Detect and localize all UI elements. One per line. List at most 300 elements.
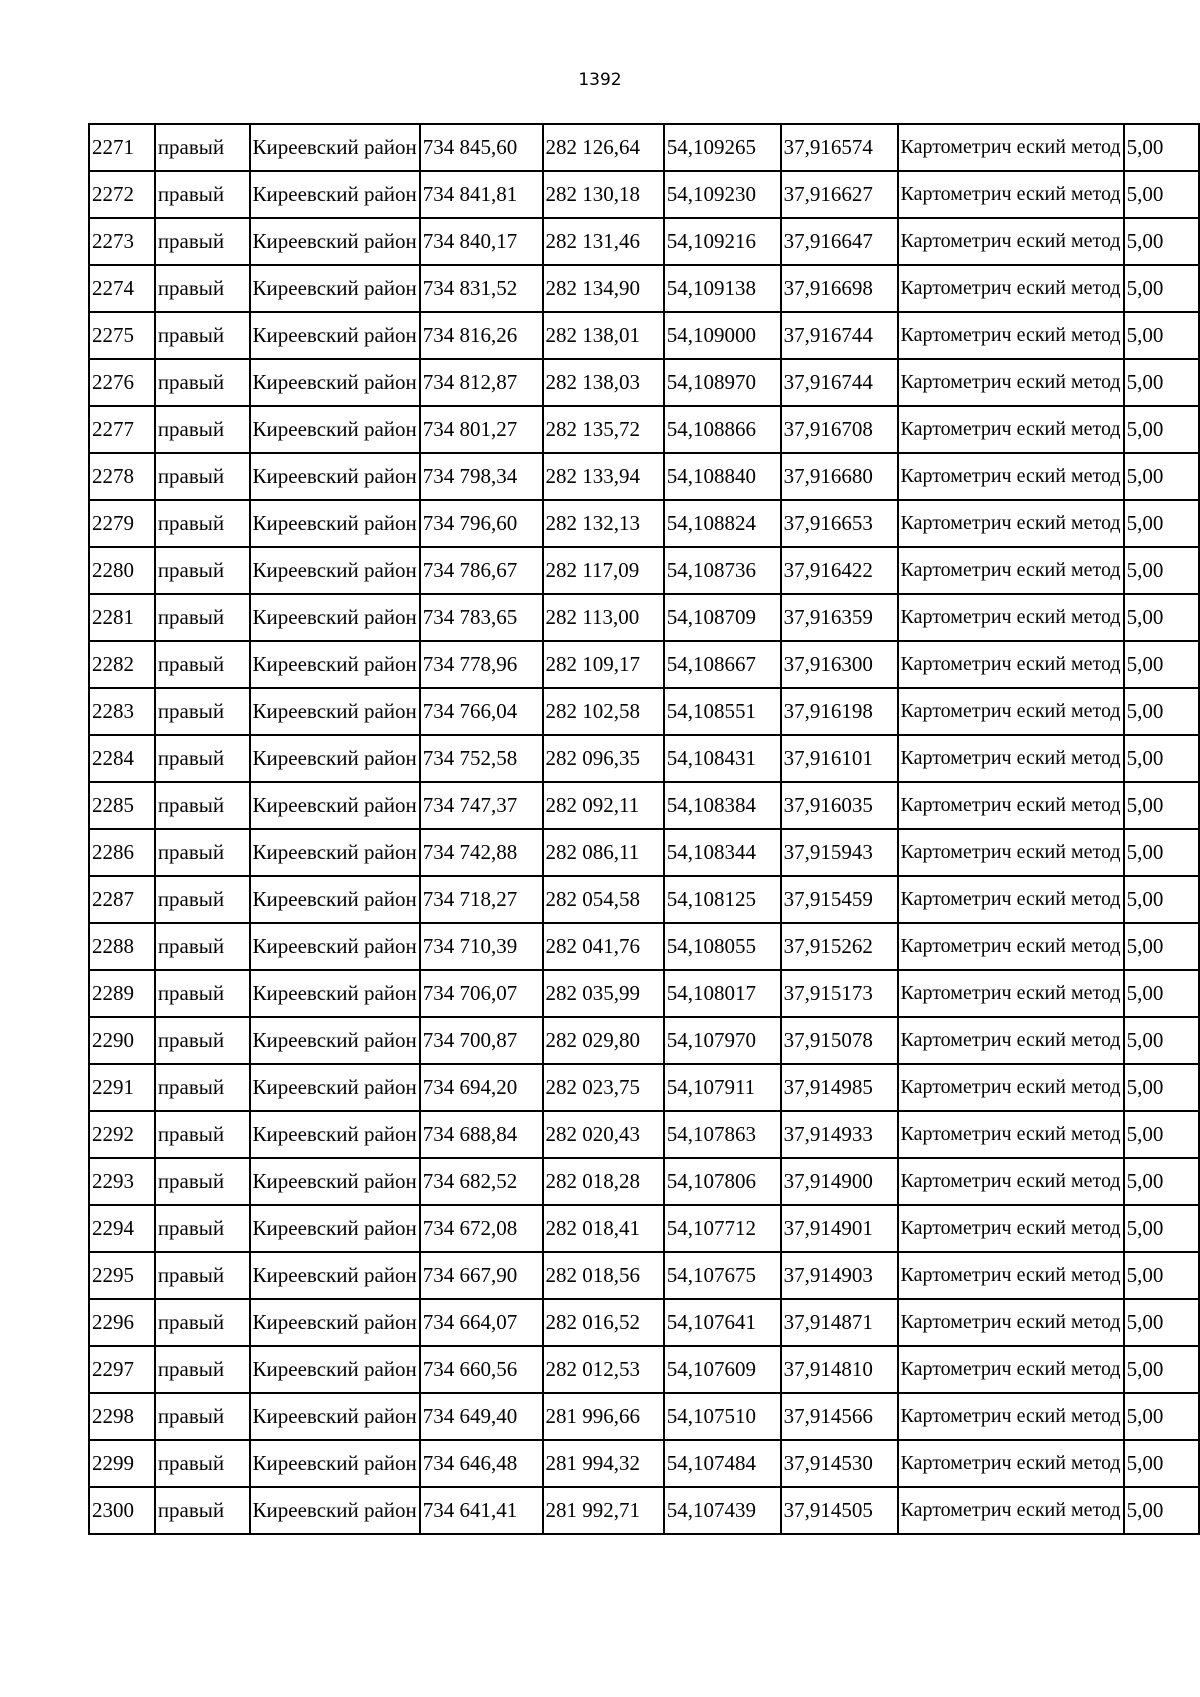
cell-coord-y: 282 054,58 xyxy=(543,876,664,923)
cell-latitude: 54,108970 xyxy=(664,359,781,406)
cell-bank-side: правый xyxy=(155,1440,250,1487)
cell-coord-x: 734 812,87 xyxy=(420,359,543,406)
table-row xyxy=(89,1299,1199,1346)
cell-coord-x: 734 801,27 xyxy=(420,406,543,453)
cell-bank-side: правый xyxy=(155,1299,250,1346)
cell-bank-side: правый xyxy=(155,406,250,453)
cell-district: Киреевский район xyxy=(250,547,420,594)
cell-method: Картометрич еский метод xyxy=(898,1252,1124,1299)
cell-point-number: 2299 xyxy=(89,1440,155,1487)
table-row xyxy=(89,1111,1199,1158)
cell-longitude: 37,916680 xyxy=(781,453,898,500)
cell-point-number: 2288 xyxy=(89,923,155,970)
cell-accuracy: 5,00 xyxy=(1124,1205,1199,1252)
cell-method: Картометрич еский метод xyxy=(898,218,1124,265)
cell-latitude: 54,108667 xyxy=(664,641,781,688)
cell-latitude: 54,107484 xyxy=(664,1440,781,1487)
cell-coord-x: 734 747,37 xyxy=(420,782,543,829)
cell-coord-x: 734 706,07 xyxy=(420,970,543,1017)
cell-coord-x: 734 688,84 xyxy=(420,1111,543,1158)
cell-coord-y: 282 138,01 xyxy=(543,312,664,359)
cell-longitude: 37,916359 xyxy=(781,594,898,641)
cell-coord-y: 282 132,13 xyxy=(543,500,664,547)
cell-district: Киреевский район xyxy=(250,1346,420,1393)
cell-accuracy: 5,00 xyxy=(1124,218,1199,265)
cell-bank-side: правый xyxy=(155,641,250,688)
cell-latitude: 54,108125 xyxy=(664,876,781,923)
cell-bank-side: правый xyxy=(155,359,250,406)
cell-coord-x: 734 840,17 xyxy=(420,218,543,265)
cell-accuracy: 5,00 xyxy=(1124,406,1199,453)
table-row xyxy=(89,641,1199,688)
cell-point-number: 2297 xyxy=(89,1346,155,1393)
cell-coord-y: 282 138,03 xyxy=(543,359,664,406)
cell-coord-y: 281 992,71 xyxy=(543,1487,664,1534)
cell-point-number: 2271 xyxy=(89,124,155,171)
cell-latitude: 54,107863 xyxy=(664,1111,781,1158)
cell-coord-x: 734 672,08 xyxy=(420,1205,543,1252)
cell-coord-y: 282 117,09 xyxy=(543,547,664,594)
cell-longitude: 37,914903 xyxy=(781,1252,898,1299)
cell-method: Картометрич еский метод xyxy=(898,876,1124,923)
cell-latitude: 54,107439 xyxy=(664,1487,781,1534)
cell-district: Киреевский район xyxy=(250,1158,420,1205)
cell-point-number: 2273 xyxy=(89,218,155,265)
table-row xyxy=(89,688,1199,735)
cell-method: Картометрич еский метод xyxy=(898,923,1124,970)
cell-longitude: 37,914530 xyxy=(781,1440,898,1487)
cell-coord-y: 282 018,28 xyxy=(543,1158,664,1205)
cell-coord-y: 282 012,53 xyxy=(543,1346,664,1393)
table-row xyxy=(89,735,1199,782)
table-row xyxy=(89,1487,1199,1534)
cell-accuracy: 5,00 xyxy=(1124,547,1199,594)
cell-accuracy: 5,00 xyxy=(1124,359,1199,406)
cell-district: Киреевский район xyxy=(250,923,420,970)
cell-method: Картометрич еский метод xyxy=(898,1017,1124,1064)
cell-district: Киреевский район xyxy=(250,829,420,876)
cell-longitude: 37,914900 xyxy=(781,1158,898,1205)
cell-latitude: 54,108736 xyxy=(664,547,781,594)
cell-coord-y: 282 041,76 xyxy=(543,923,664,970)
cell-accuracy: 5,00 xyxy=(1124,1017,1199,1064)
cell-point-number: 2293 xyxy=(89,1158,155,1205)
cell-point-number: 2277 xyxy=(89,406,155,453)
cell-latitude: 54,107911 xyxy=(664,1064,781,1111)
cell-accuracy: 5,00 xyxy=(1124,829,1199,876)
cell-district: Киреевский район xyxy=(250,594,420,641)
table-row xyxy=(89,265,1199,312)
cell-longitude: 37,914901 xyxy=(781,1205,898,1252)
cell-coord-y: 282 102,58 xyxy=(543,688,664,735)
cell-district: Киреевский район xyxy=(250,876,420,923)
cell-longitude: 37,916422 xyxy=(781,547,898,594)
cell-accuracy: 5,00 xyxy=(1124,1346,1199,1393)
cell-coord-y: 282 130,18 xyxy=(543,171,664,218)
cell-longitude: 37,914871 xyxy=(781,1299,898,1346)
cell-district: Киреевский район xyxy=(250,1487,420,1534)
cell-district: Киреевский район xyxy=(250,688,420,735)
cell-longitude: 37,915459 xyxy=(781,876,898,923)
cell-point-number: 2300 xyxy=(89,1487,155,1534)
cell-point-number: 2287 xyxy=(89,876,155,923)
cell-method: Картометрич еский метод xyxy=(898,406,1124,453)
cell-coord-y: 282 020,43 xyxy=(543,1111,664,1158)
cell-method: Картометрич еский метод xyxy=(898,171,1124,218)
cell-coord-x: 734 766,04 xyxy=(420,688,543,735)
cell-bank-side: правый xyxy=(155,547,250,594)
cell-bank-side: правый xyxy=(155,124,250,171)
table-row xyxy=(89,970,1199,1017)
page-number: 1392 xyxy=(578,70,622,90)
cell-point-number: 2292 xyxy=(89,1111,155,1158)
cell-bank-side: правый xyxy=(155,171,250,218)
cell-coord-x: 734 816,26 xyxy=(420,312,543,359)
cell-bank-side: правый xyxy=(155,970,250,1017)
cell-district: Киреевский район xyxy=(250,171,420,218)
cell-longitude: 37,914810 xyxy=(781,1346,898,1393)
cell-coord-y: 282 134,90 xyxy=(543,265,664,312)
coordinates-table xyxy=(88,123,1200,1535)
cell-coord-y: 282 135,72 xyxy=(543,406,664,453)
cell-bank-side: правый xyxy=(155,1252,250,1299)
cell-district: Киреевский район xyxy=(250,218,420,265)
cell-point-number: 2285 xyxy=(89,782,155,829)
cell-method: Картометрич еский метод xyxy=(898,829,1124,876)
cell-longitude: 37,916698 xyxy=(781,265,898,312)
cell-latitude: 54,108055 xyxy=(664,923,781,970)
cell-coord-x: 734 831,52 xyxy=(420,265,543,312)
cell-coord-y: 282 126,64 xyxy=(543,124,664,171)
cell-point-number: 2286 xyxy=(89,829,155,876)
cell-point-number: 2298 xyxy=(89,1393,155,1440)
cell-accuracy: 5,00 xyxy=(1124,265,1199,312)
cell-accuracy: 5,00 xyxy=(1124,688,1199,735)
cell-latitude: 54,107806 xyxy=(664,1158,781,1205)
cell-longitude: 37,916708 xyxy=(781,406,898,453)
table-row xyxy=(89,1440,1199,1487)
table-row xyxy=(89,1158,1199,1205)
cell-method: Картометрич еский метод xyxy=(898,1346,1124,1393)
cell-coord-y: 282 035,99 xyxy=(543,970,664,1017)
cell-latitude: 54,108709 xyxy=(664,594,781,641)
cell-accuracy: 5,00 xyxy=(1124,1393,1199,1440)
cell-point-number: 2281 xyxy=(89,594,155,641)
table-row xyxy=(89,359,1199,406)
cell-longitude: 37,915173 xyxy=(781,970,898,1017)
cell-point-number: 2296 xyxy=(89,1299,155,1346)
table-row xyxy=(89,594,1199,641)
cell-latitude: 54,108384 xyxy=(664,782,781,829)
cell-point-number: 2284 xyxy=(89,735,155,782)
cell-point-number: 2294 xyxy=(89,1205,155,1252)
cell-accuracy: 5,00 xyxy=(1124,1064,1199,1111)
cell-bank-side: правый xyxy=(155,1158,250,1205)
cell-method: Картометрич еский метод xyxy=(898,1440,1124,1487)
table-row xyxy=(89,312,1199,359)
cell-method: Картометрич еский метод xyxy=(898,641,1124,688)
cell-point-number: 2295 xyxy=(89,1252,155,1299)
table-row xyxy=(89,782,1199,829)
cell-district: Киреевский район xyxy=(250,453,420,500)
cell-longitude: 37,914985 xyxy=(781,1064,898,1111)
cell-bank-side: правый xyxy=(155,1393,250,1440)
cell-coord-y: 282 086,11 xyxy=(543,829,664,876)
cell-coord-x: 734 798,34 xyxy=(420,453,543,500)
cell-accuracy: 5,00 xyxy=(1124,1158,1199,1205)
cell-coord-y: 282 113,00 xyxy=(543,594,664,641)
cell-district: Киреевский район xyxy=(250,1393,420,1440)
cell-method: Картометрич еский метод xyxy=(898,1205,1124,1252)
cell-method: Картометрич еский метод xyxy=(898,1487,1124,1534)
cell-point-number: 2280 xyxy=(89,547,155,594)
cell-point-number: 2282 xyxy=(89,641,155,688)
cell-district: Киреевский район xyxy=(250,265,420,312)
table-row xyxy=(89,1017,1199,1064)
cell-coord-x: 734 682,52 xyxy=(420,1158,543,1205)
cell-district: Киреевский район xyxy=(250,1064,420,1111)
table-row xyxy=(89,124,1199,171)
cell-method: Картометрич еский метод xyxy=(898,1111,1124,1158)
cell-accuracy: 5,00 xyxy=(1124,171,1199,218)
cell-longitude: 37,914505 xyxy=(781,1487,898,1534)
cell-longitude: 37,914566 xyxy=(781,1393,898,1440)
cell-coord-x: 734 783,65 xyxy=(420,594,543,641)
cell-latitude: 54,109265 xyxy=(664,124,781,171)
cell-method: Картометрич еский метод xyxy=(898,688,1124,735)
cell-accuracy: 5,00 xyxy=(1124,1252,1199,1299)
cell-latitude: 54,108866 xyxy=(664,406,781,453)
cell-coord-x: 734 660,56 xyxy=(420,1346,543,1393)
cell-method: Картометрич еский метод xyxy=(898,453,1124,500)
cell-latitude: 54,109216 xyxy=(664,218,781,265)
cell-coord-y: 281 996,66 xyxy=(543,1393,664,1440)
cell-bank-side: правый xyxy=(155,218,250,265)
cell-bank-side: правый xyxy=(155,500,250,547)
cell-longitude: 37,916101 xyxy=(781,735,898,782)
cell-point-number: 2272 xyxy=(89,171,155,218)
table-row xyxy=(89,1205,1199,1252)
cell-bank-side: правый xyxy=(155,923,250,970)
cell-coord-x: 734 752,58 xyxy=(420,735,543,782)
cell-accuracy: 5,00 xyxy=(1124,1440,1199,1487)
cell-bank-side: правый xyxy=(155,735,250,782)
cell-accuracy: 5,00 xyxy=(1124,641,1199,688)
table-row xyxy=(89,218,1199,265)
cell-coord-x: 734 796,60 xyxy=(420,500,543,547)
cell-bank-side: правый xyxy=(155,453,250,500)
cell-method: Картометрич еский метод xyxy=(898,312,1124,359)
cell-bank-side: правый xyxy=(155,688,250,735)
cell-latitude: 54,109230 xyxy=(664,171,781,218)
cell-latitude: 54,108551 xyxy=(664,688,781,735)
cell-method: Картометрич еский метод xyxy=(898,124,1124,171)
cell-coord-y: 282 018,41 xyxy=(543,1205,664,1252)
cell-bank-side: правый xyxy=(155,265,250,312)
cell-accuracy: 5,00 xyxy=(1124,312,1199,359)
cell-bank-side: правый xyxy=(155,594,250,641)
cell-method: Картометрич еский метод xyxy=(898,1299,1124,1346)
cell-method: Картометрич еский метод xyxy=(898,500,1124,547)
cell-coord-x: 734 841,81 xyxy=(420,171,543,218)
cell-district: Киреевский район xyxy=(250,500,420,547)
cell-coord-y: 282 018,56 xyxy=(543,1252,664,1299)
cell-latitude: 54,107510 xyxy=(664,1393,781,1440)
cell-latitude: 54,107609 xyxy=(664,1346,781,1393)
cell-point-number: 2290 xyxy=(89,1017,155,1064)
cell-coord-x: 734 641,41 xyxy=(420,1487,543,1534)
cell-district: Киреевский район xyxy=(250,124,420,171)
cell-longitude: 37,916744 xyxy=(781,312,898,359)
cell-accuracy: 5,00 xyxy=(1124,876,1199,923)
cell-method: Картометрич еский метод xyxy=(898,359,1124,406)
cell-point-number: 2291 xyxy=(89,1064,155,1111)
table-row xyxy=(89,923,1199,970)
cell-accuracy: 5,00 xyxy=(1124,500,1199,547)
cell-accuracy: 5,00 xyxy=(1124,735,1199,782)
cell-district: Киреевский район xyxy=(250,1252,420,1299)
cell-coord-x: 734 786,67 xyxy=(420,547,543,594)
cell-longitude: 37,915262 xyxy=(781,923,898,970)
table-row xyxy=(89,1064,1199,1111)
cell-district: Киреевский район xyxy=(250,735,420,782)
cell-accuracy: 5,00 xyxy=(1124,453,1199,500)
cell-coord-x: 734 718,27 xyxy=(420,876,543,923)
cell-coord-y: 282 092,11 xyxy=(543,782,664,829)
cell-district: Киреевский район xyxy=(250,406,420,453)
table-row xyxy=(89,171,1199,218)
cell-bank-side: правый xyxy=(155,1111,250,1158)
cell-accuracy: 5,00 xyxy=(1124,970,1199,1017)
cell-longitude: 37,916653 xyxy=(781,500,898,547)
cell-longitude: 37,916744 xyxy=(781,359,898,406)
cell-latitude: 54,107712 xyxy=(664,1205,781,1252)
cell-coord-y: 282 023,75 xyxy=(543,1064,664,1111)
cell-accuracy: 5,00 xyxy=(1124,1299,1199,1346)
cell-latitude: 54,107970 xyxy=(664,1017,781,1064)
cell-coord-x: 734 667,90 xyxy=(420,1252,543,1299)
table-row xyxy=(89,406,1199,453)
cell-bank-side: правый xyxy=(155,876,250,923)
cell-method: Картометрич еский метод xyxy=(898,735,1124,782)
cell-coord-y: 282 096,35 xyxy=(543,735,664,782)
cell-latitude: 54,108840 xyxy=(664,453,781,500)
cell-longitude: 37,916035 xyxy=(781,782,898,829)
cell-accuracy: 5,00 xyxy=(1124,1111,1199,1158)
cell-accuracy: 5,00 xyxy=(1124,782,1199,829)
cell-bank-side: правый xyxy=(155,1346,250,1393)
cell-district: Киреевский район xyxy=(250,641,420,688)
cell-coord-y: 282 133,94 xyxy=(543,453,664,500)
cell-latitude: 54,108017 xyxy=(664,970,781,1017)
cell-coord-y: 281 994,32 xyxy=(543,1440,664,1487)
cell-bank-side: правый xyxy=(155,782,250,829)
cell-coord-x: 734 710,39 xyxy=(420,923,543,970)
cell-coord-y: 282 109,17 xyxy=(543,641,664,688)
cell-coord-x: 734 649,40 xyxy=(420,1393,543,1440)
cell-method: Картометрич еский метод xyxy=(898,1064,1124,1111)
cell-method: Картометрич еский метод xyxy=(898,970,1124,1017)
cell-accuracy: 5,00 xyxy=(1124,1487,1199,1534)
cell-point-number: 2283 xyxy=(89,688,155,735)
table-row xyxy=(89,1252,1199,1299)
cell-method: Картометрич еский метод xyxy=(898,594,1124,641)
cell-district: Киреевский район xyxy=(250,1205,420,1252)
cell-longitude: 37,915078 xyxy=(781,1017,898,1064)
cell-bank-side: правый xyxy=(155,829,250,876)
cell-district: Киреевский район xyxy=(250,1111,420,1158)
cell-latitude: 54,109138 xyxy=(664,265,781,312)
cell-accuracy: 5,00 xyxy=(1124,923,1199,970)
cell-longitude: 37,916627 xyxy=(781,171,898,218)
table-row xyxy=(89,453,1199,500)
cell-method: Картометрич еский метод xyxy=(898,1158,1124,1205)
cell-bank-side: правый xyxy=(155,312,250,359)
cell-district: Киреевский район xyxy=(250,1440,420,1487)
cell-coord-x: 734 742,88 xyxy=(420,829,543,876)
cell-longitude: 37,916574 xyxy=(781,124,898,171)
cell-bank-side: правый xyxy=(155,1487,250,1534)
table-row xyxy=(89,1346,1199,1393)
cell-method: Картометрич еский метод xyxy=(898,1393,1124,1440)
cell-point-number: 2276 xyxy=(89,359,155,406)
cell-bank-side: правый xyxy=(155,1017,250,1064)
cell-coord-y: 282 016,52 xyxy=(543,1299,664,1346)
cell-latitude: 54,107675 xyxy=(664,1252,781,1299)
cell-latitude: 54,109000 xyxy=(664,312,781,359)
cell-longitude: 37,916300 xyxy=(781,641,898,688)
cell-coord-y: 282 029,80 xyxy=(543,1017,664,1064)
cell-coord-x: 734 664,07 xyxy=(420,1299,543,1346)
table-row xyxy=(89,876,1199,923)
table-row xyxy=(89,1393,1199,1440)
cell-accuracy: 5,00 xyxy=(1124,594,1199,641)
cell-point-number: 2275 xyxy=(89,312,155,359)
cell-longitude: 37,915943 xyxy=(781,829,898,876)
cell-latitude: 54,108344 xyxy=(664,829,781,876)
cell-bank-side: правый xyxy=(155,1205,250,1252)
cell-method: Картометрич еский метод xyxy=(898,265,1124,312)
cell-longitude: 37,916198 xyxy=(781,688,898,735)
cell-bank-side: правый xyxy=(155,1064,250,1111)
cell-district: Киреевский район xyxy=(250,1299,420,1346)
cell-method: Картометрич еский метод xyxy=(898,782,1124,829)
cell-district: Киреевский район xyxy=(250,1017,420,1064)
cell-coord-x: 734 694,20 xyxy=(420,1064,543,1111)
table-row xyxy=(89,829,1199,876)
cell-coord-x: 734 700,87 xyxy=(420,1017,543,1064)
coordinates-table-body xyxy=(89,124,1199,1534)
cell-district: Киреевский район xyxy=(250,970,420,1017)
cell-accuracy: 5,00 xyxy=(1124,124,1199,171)
cell-coord-x: 734 646,48 xyxy=(420,1440,543,1487)
cell-coord-x: 734 778,96 xyxy=(420,641,543,688)
cell-latitude: 54,108824 xyxy=(664,500,781,547)
cell-latitude: 54,107641 xyxy=(664,1299,781,1346)
cell-latitude: 54,108431 xyxy=(664,735,781,782)
table-row xyxy=(89,500,1199,547)
table-row xyxy=(89,547,1199,594)
cell-coord-y: 282 131,46 xyxy=(543,218,664,265)
cell-coord-x: 734 845,60 xyxy=(420,124,543,171)
cell-point-number: 2289 xyxy=(89,970,155,1017)
cell-point-number: 2274 xyxy=(89,265,155,312)
cell-longitude: 37,916647 xyxy=(781,218,898,265)
cell-method: Картометрич еский метод xyxy=(898,547,1124,594)
cell-district: Киреевский район xyxy=(250,359,420,406)
cell-district: Киреевский район xyxy=(250,312,420,359)
cell-point-number: 2279 xyxy=(89,500,155,547)
